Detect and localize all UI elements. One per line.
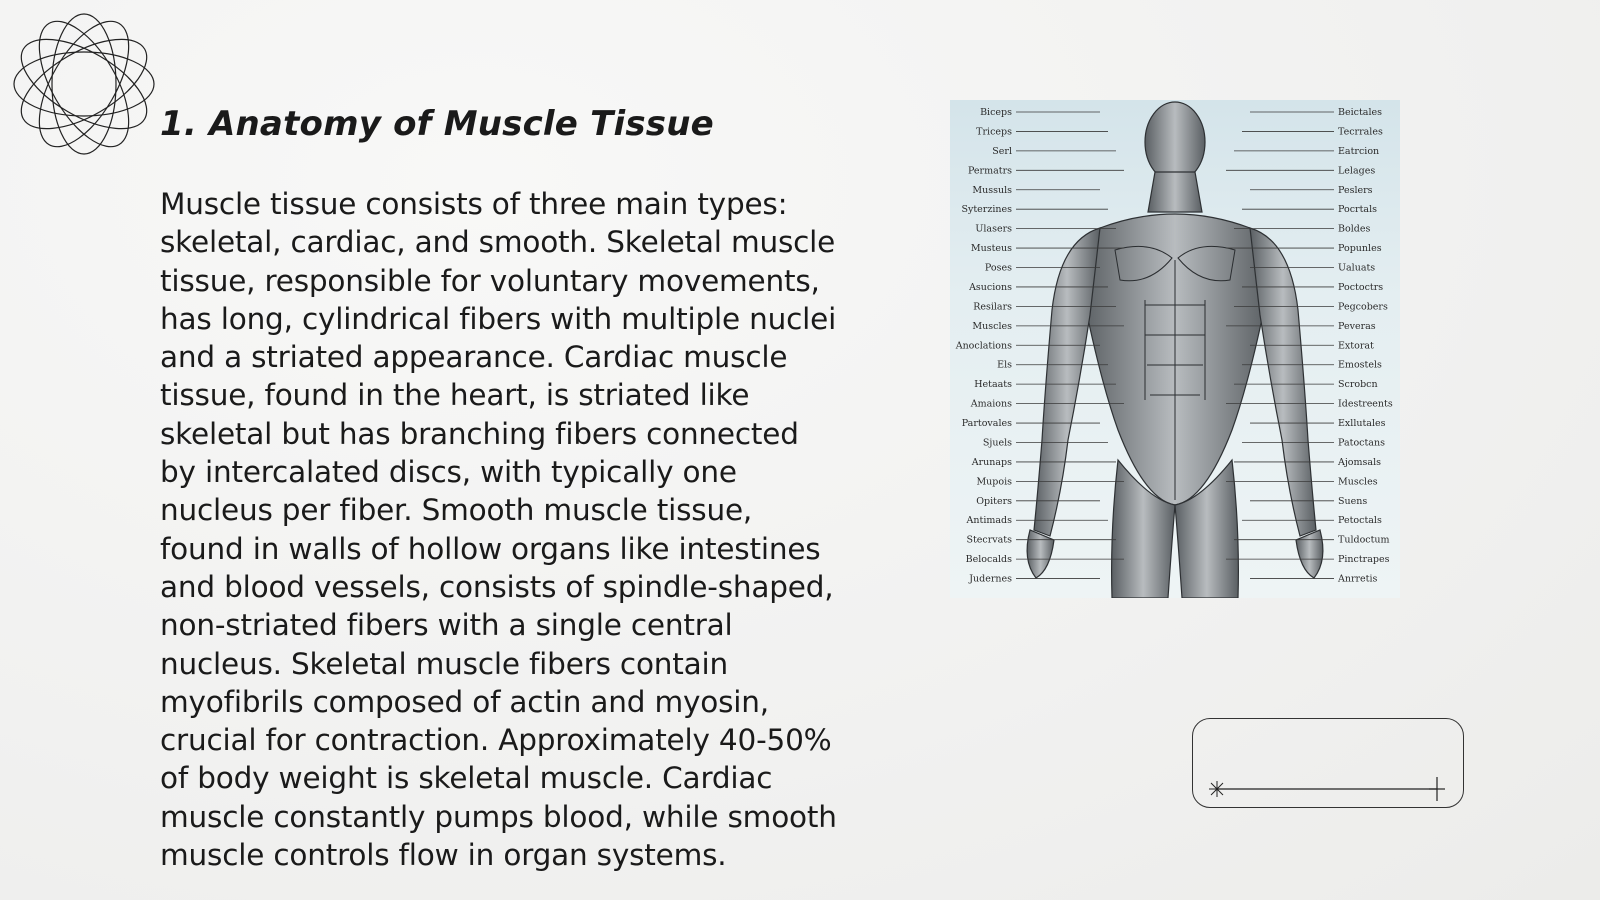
figure-label-right: Lelages [1338, 165, 1376, 177]
figure-label-right: Scrobcn [1338, 379, 1378, 391]
figure-label-right: Petoctals [1338, 515, 1382, 527]
figure-label-right: Pinctrapes [1338, 554, 1390, 566]
figure-label-left: Opiters [976, 495, 1012, 507]
figure-label-left: Els [997, 359, 1012, 371]
figure-label-right: Muscles [1338, 476, 1378, 488]
figure-label-right: Popunles [1338, 243, 1382, 255]
figure-label-right: Anrretis [1338, 573, 1378, 585]
figure-label-left: Resilars [973, 301, 1012, 313]
figure-label-left: Hetaats [974, 379, 1012, 391]
figure-label-left: Partovales [961, 418, 1012, 430]
figure-label-right: Suens [1338, 495, 1368, 507]
figure-label-left: Muscles [972, 320, 1012, 332]
figure-label-right: Tecrrales [1338, 126, 1383, 138]
slider-line-icon [1193, 719, 1465, 809]
figure-label-left: Amaions [970, 398, 1012, 410]
figure-label-left: Belocalds [965, 554, 1012, 566]
figure-label-left: Mussuls [972, 184, 1012, 196]
figure-label-left: Serl [992, 145, 1012, 157]
figure-label-right: Emostels [1338, 359, 1382, 371]
figure-label-left: Mupois [976, 476, 1012, 488]
figure-label-right: Patoctans [1338, 437, 1385, 449]
figure-label-right: Ajomsals [1338, 456, 1381, 468]
figure-label-right: Peveras [1338, 320, 1376, 332]
figure-label-left: Poses [984, 262, 1012, 274]
figure-label-left: Biceps [980, 107, 1012, 118]
slide-body-text: Muscle tissue consists of three main types: skeletal, cardiac, and smooth. Skeletal muscle tissue, responsible for voluntary movements, has long, cylindrical fibers with multiple nuclei and a striated appearance. Cardiac muscle tissue, found in the heart, is striated like skeletal but has branching fibers connected by intercalated discs, with typically one nucleus per fiber. Smooth muscle tissue, found in walls of hollow organs like intestines and blood vessels, consists of spindle-shaped, non-striated fibers with a single central nucleus. Skeletal muscle fibers contain myofibrils composed of actin and myosin, crucial for contraction. Approximately 40-50% of body weight is skeletal muscle. Cardiac muscle constantly pumps blood, while smooth muscle controls flow in organ systems. [160, 187, 837, 873]
orbital-logo-icon [10, 10, 158, 158]
figure-label-left: Musteus [970, 243, 1012, 255]
muscle-anatomy-figure [950, 100, 1400, 598]
figure-label-right: Tuldoctum [1338, 534, 1390, 546]
figure-label-left: Ulasers [975, 223, 1012, 235]
figure-label-left: Antimads [966, 515, 1012, 527]
slide-title: 1. Anatomy of Muscle Tissue [160, 104, 714, 144]
figure-label-left: Permatrs [967, 165, 1012, 177]
figure-label-right: Boldes [1338, 223, 1371, 235]
figure-label-right: Idestreents [1338, 398, 1393, 410]
figure-label-right: Pegcobers [1338, 301, 1388, 313]
figure-label-left: Stecrvats [966, 534, 1012, 546]
figure-label-right: Beictales [1338, 107, 1382, 118]
decorative-slider-frame [1192, 718, 1464, 808]
figure-label-left: Anoclations [955, 340, 1012, 352]
figure-label-right: Ualuats [1338, 262, 1376, 274]
figure-label-right: Pocrtals [1338, 204, 1377, 216]
figure-label-left: Asucions [969, 281, 1012, 293]
figure-label-left: Arunaps [971, 456, 1012, 468]
figure-label-left: Judernes [969, 573, 1012, 585]
figure-label-right: Eatrcion [1338, 145, 1380, 157]
figure-label-right: Poctoctrs [1338, 281, 1384, 293]
figure-label-left: Sjuels [982, 437, 1012, 449]
figure-label-right: Exllutales [1338, 418, 1386, 430]
figure-label-right: Peslers [1338, 184, 1373, 196]
figure-label-left: Syterzines [961, 204, 1012, 216]
figure-label-left: Triceps [976, 126, 1012, 138]
figure-label-right: Extorat [1338, 340, 1374, 352]
